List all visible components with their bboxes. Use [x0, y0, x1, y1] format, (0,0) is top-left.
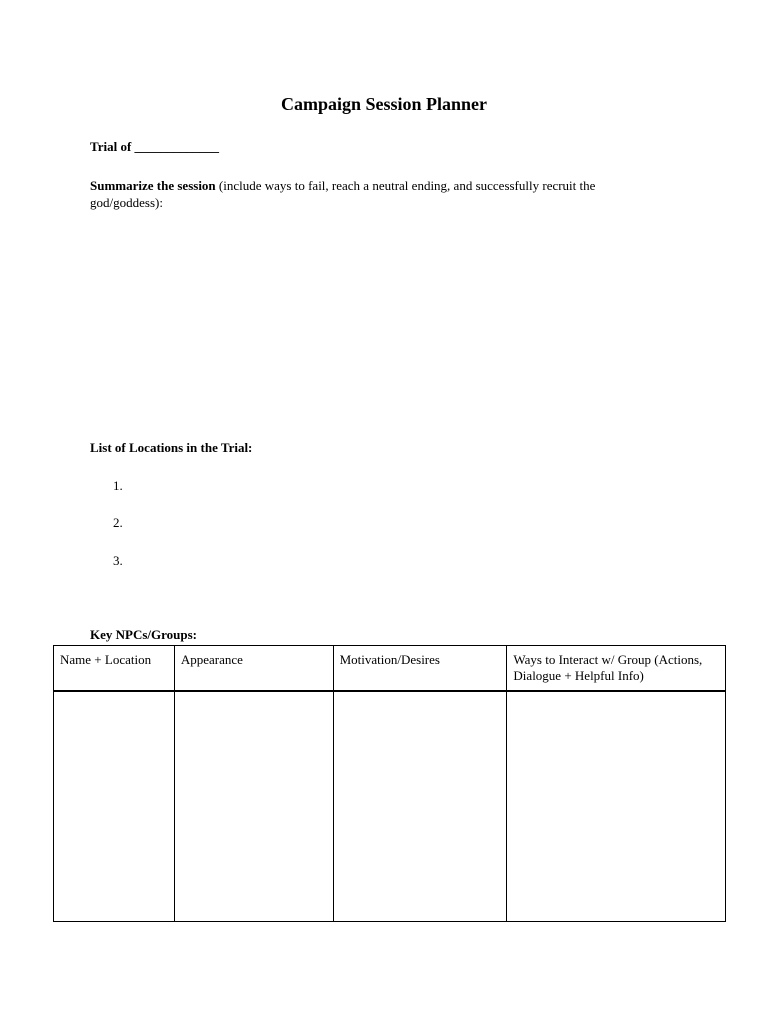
appearance-cell[interactable] — [174, 691, 333, 922]
ways-to-interact-cell[interactable] — [507, 691, 726, 922]
trial-line: Trial of _____________ — [90, 139, 220, 154]
npc-table — [53, 645, 726, 922]
column-header-appearance: Appearance — [174, 646, 333, 692]
name-location-cell[interactable] — [54, 691, 175, 922]
locations-heading: List of Locations in the Trial: — [90, 440, 253, 455]
column-header-motivation: Motivation/Desires — [333, 646, 507, 692]
summary-label: Summarize the session — [90, 178, 216, 193]
column-header-ways-to-interact: Ways to Interact w/ Group (Actions, Dialogue + Helpful Info) — [507, 646, 726, 692]
page-title: Campaign Session Planner — [280, 94, 488, 114]
npc-table-header-row — [54, 646, 726, 692]
npc-heading: Key NPCs/Groups: — [90, 627, 198, 642]
session-summary-prompt — [90, 177, 650, 211]
motivation-cell[interactable] — [333, 691, 507, 922]
location-item-1: 1. — [113, 478, 123, 493]
location-item-3: 3. — [113, 553, 123, 568]
column-header-name-location: Name + Location — [54, 646, 175, 692]
location-item-2: 2. — [113, 515, 123, 530]
summary-instructions: (include ways to fail, reach a neutral ending, and successfully recruit the god/goddess): — [90, 178, 596, 210]
table-row — [54, 691, 726, 922]
